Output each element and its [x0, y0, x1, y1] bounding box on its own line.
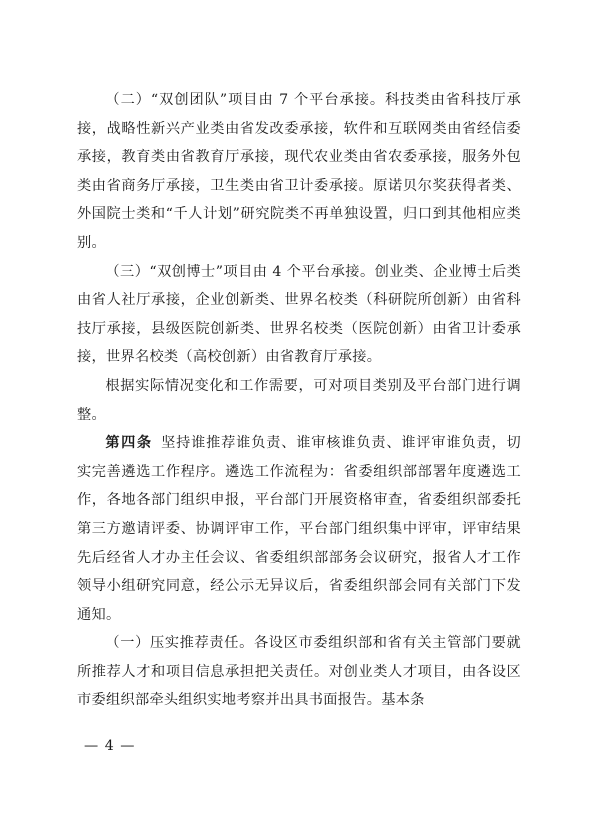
paragraph-doctor-projects: （三）“双创博士”项目由 4 个平台承接。创业类、企业博士后类由省人社厅承接，企业创新类、世界名校类（科研院所创新）由省科技厅承接，县级医院创新类、世界名校类（医院创新）由省卫计委承接，世界名校类（高校创新）由省教育厅承接。 [77, 263, 521, 366]
page-number: — 4 — [84, 738, 136, 754]
paragraph-recommend-responsibility: （一）压实推荐责任。各设区市委组织部和省有关主管部门要就所推荐人才和项目信息承担把关责任。对创业类人才项目，由各设区市委组织部牵头组织实地考察并出具书面报告。基本条 [77, 635, 521, 709]
article-heading: 第四条 [105, 435, 153, 452]
article-four [77, 429, 521, 629]
article-body: 坚持谁推荐谁负责、谁审核谁负责、谁评审谁负责，切实完善遴选工作程序。遴选工作流程为：省委组织部部署年度遴选工作，各地各部门组织申报，平台部门开展资格审查，省委组织部委托第三方邀请评委、协调评审工作，平台部门组织集中评审，评审结果先后经省人才办主任会议、省委组织部部务会议研究，报省人才工作领导小组研究同意，经公示无异议后，省委组织部会同有关部门下发通知。 [77, 435, 521, 623]
document-body [77, 86, 521, 715]
paragraph-adjustment: 根据实际情况变化和工作需要，可对项目类别及平台部门进行调整。 [77, 377, 521, 423]
paragraph-team-projects: （二）“双创团队”项目由 7 个平台承接。科技类由省科技厅承接，战略性新兴产业类由省发改委承接，软件和互联网类由省经信委承接，教育类由省教育厅承接，现代农业类由省农委承接，服务外包类由省商务厅承接，卫生类由省卫计委承接。原诺贝尔奖获得者类、外国院士类和“千人计划”研究院类不再单独设置，归口到其他相应类别。 [77, 92, 521, 251]
